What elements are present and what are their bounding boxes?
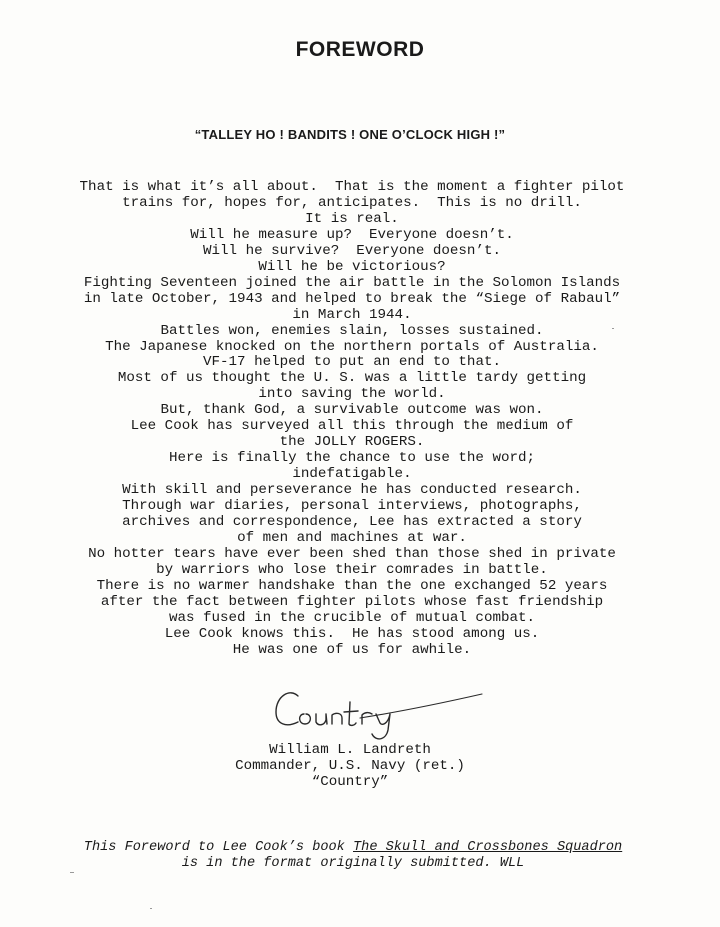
scan-speck bbox=[150, 908, 152, 909]
footnote-line-2: is in the format originally submitted. WLL bbox=[181, 856, 525, 871]
body-line: Will he survive? Everyone doesn’t. bbox=[203, 242, 501, 259]
body-line: was fused in the crucible of mutual combat. bbox=[168, 609, 536, 626]
footnote bbox=[0, 840, 706, 872]
body-line: Lee Cook knows this. He has stood among us. bbox=[164, 625, 540, 642]
body-line: of men and machines at war. bbox=[237, 529, 467, 546]
body-line: There is no warmer handshake than the one exchanged 52 years bbox=[96, 577, 608, 594]
book-title: The Skull and Crossbones Squadron bbox=[353, 840, 623, 855]
body-line: in March 1944. bbox=[292, 306, 412, 323]
page-title: FOREWORD bbox=[295, 38, 425, 61]
body-line: Through war diaries, personal interviews, photographs, bbox=[122, 498, 582, 515]
body-line: archives and correspondence, Lee has extracted a story bbox=[122, 514, 582, 531]
subtitle-quote: “TALLEY HO ! BANDITS ! ONE O’CLOCK HIGH !” bbox=[194, 127, 506, 142]
body-line: after the fact between fighter pilots whose fast friendship bbox=[100, 593, 604, 610]
signer-name: William L. Landreth bbox=[269, 742, 431, 758]
body-line: He was one of us for awhile. bbox=[232, 641, 472, 658]
foreword-body bbox=[0, 180, 704, 659]
body-line: It is real. bbox=[305, 210, 399, 227]
signer-block bbox=[0, 743, 700, 791]
body-line: trains for, hopes for, anticipates. This is no drill. bbox=[122, 194, 582, 211]
body-line: Most of us thought the U. S. was a little tardy getting bbox=[117, 370, 587, 387]
body-line: No hotter tears have ever been shed than those shed in private bbox=[88, 545, 616, 562]
signer-nickname: “Country” bbox=[311, 773, 389, 790]
body-line: indefatigable. bbox=[292, 466, 412, 483]
body-line: Battles won, enemies slain, losses sustained. bbox=[160, 322, 544, 339]
signer-rank: Commander, U.S. Navy (ret.) bbox=[235, 757, 465, 774]
body-line: in late October, 1943 and helped to break the “Siege of Rabaul” bbox=[83, 290, 621, 307]
body-line: the JOLLY ROGERS. bbox=[279, 434, 425, 451]
body-line: With skill and perseverance he has conducted research. bbox=[122, 482, 582, 499]
scan-speck bbox=[612, 328, 614, 329]
body-line: by warriors who lose their comrades in battle. bbox=[156, 561, 548, 578]
body-line: Here is finally the chance to use the word; bbox=[168, 450, 536, 467]
scan-speck bbox=[70, 872, 74, 873]
body-line: VF-17 helped to put an end to that. bbox=[203, 354, 501, 371]
body-line: Fighting Seventeen joined the air battle in the Solomon Islands bbox=[83, 274, 621, 291]
body-line: Lee Cook has surveyed all this through the medium of bbox=[130, 418, 574, 435]
body-line: But, thank God, a survivable outcome was won. bbox=[160, 402, 544, 419]
footnote-line-1 bbox=[0, 840, 706, 856]
footnote-prefix: This Foreword to Lee Cook’s book bbox=[83, 840, 353, 855]
body-line: The Japanese knocked on the northern portals of Australia. bbox=[105, 338, 599, 355]
handwritten-signature bbox=[268, 668, 488, 748]
body-line: That is what it’s all about. That is the moment a fighter pilot bbox=[79, 179, 625, 195]
body-line: into saving the world. bbox=[258, 386, 446, 403]
body-line: Will he be victorious? bbox=[258, 258, 446, 275]
body-line: Will he measure up? Everyone doesn’t. bbox=[190, 226, 514, 243]
